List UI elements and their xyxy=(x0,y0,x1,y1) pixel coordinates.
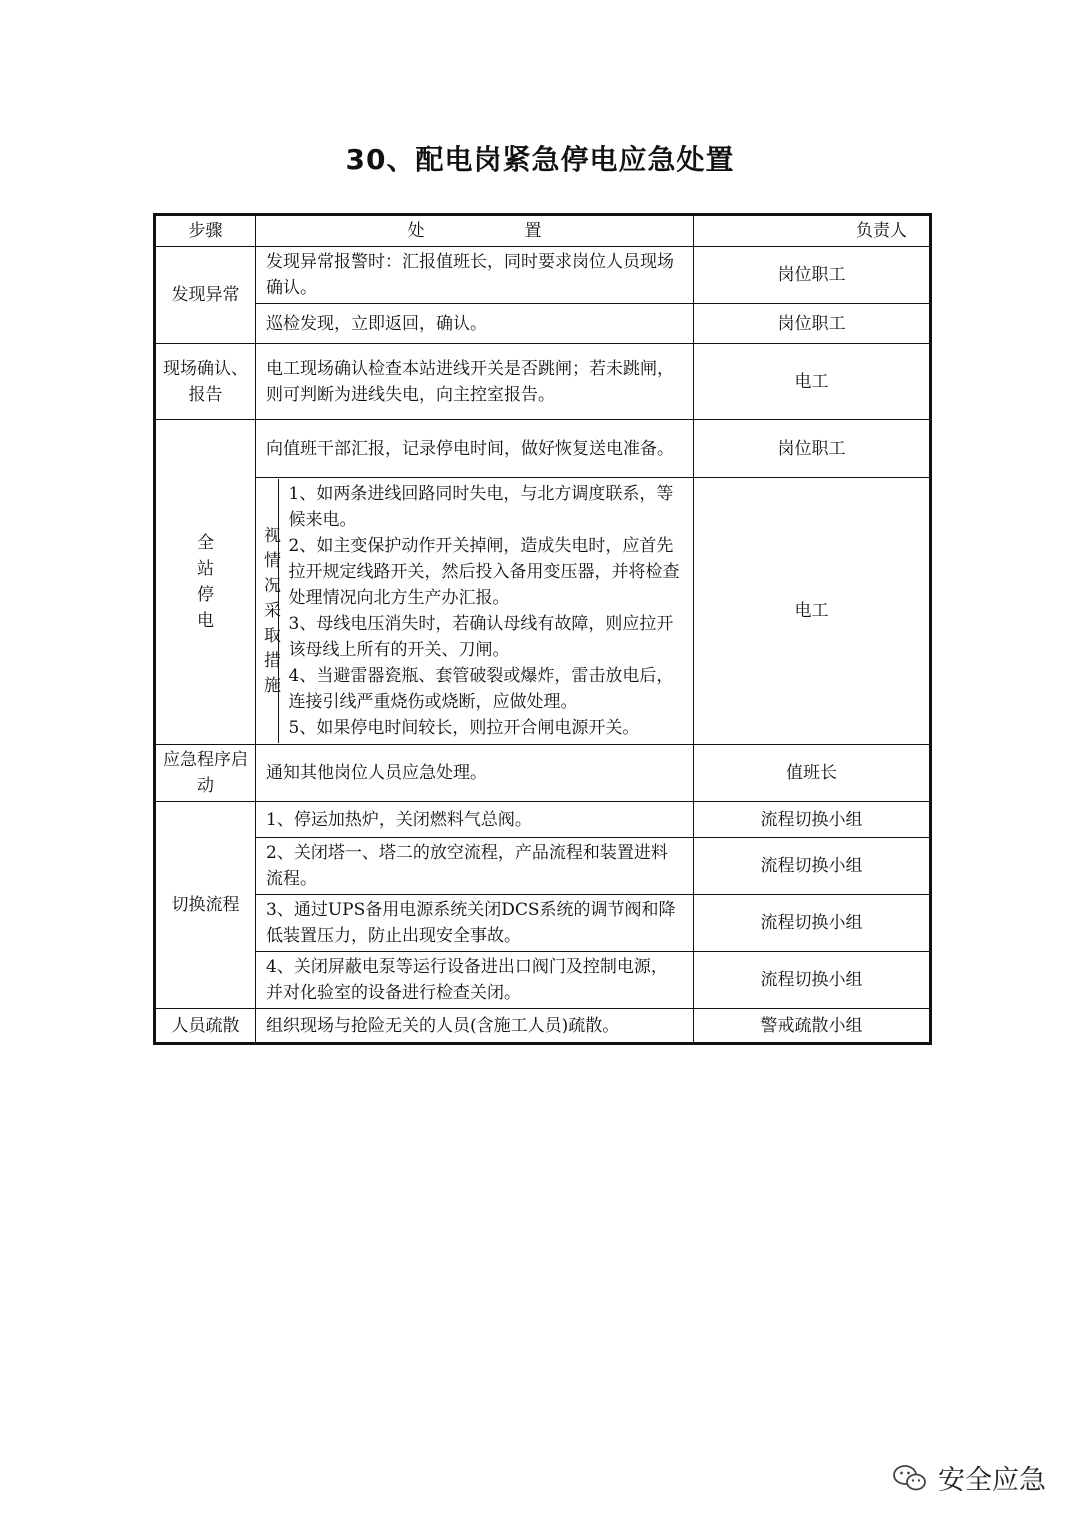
owner-cell: 岗位职工 xyxy=(694,420,931,478)
step-char: 电 xyxy=(197,611,214,631)
step-station-blackout xyxy=(155,420,256,745)
measures-label xyxy=(256,479,281,743)
action-cell: 3、通过UPS备用电源系统关闭DCS系统的调节阀和降低装置压力，防止出现安全事故。 xyxy=(256,895,694,952)
wechat-icon xyxy=(892,1463,928,1493)
header-owner: 负责人 xyxy=(694,215,931,247)
table-header-row xyxy=(155,215,931,247)
measure-item: 3、母线电压消失时，若确认母线有故障，则应拉开该母线上所有的开关、刀闸。 xyxy=(288,614,674,660)
watermark xyxy=(892,1458,1046,1497)
table-row xyxy=(155,1009,931,1044)
action-cell: 向值班干部汇报，记录停电时间，做好恢复送电准备。 xyxy=(256,420,694,478)
owner-cell: 岗位职工 xyxy=(694,247,931,304)
step-switch-process: 切换流程 xyxy=(155,802,256,1009)
table-row xyxy=(155,952,931,1009)
table-row xyxy=(155,247,931,304)
label-char: 视 xyxy=(264,525,281,546)
action-cell: 电工现场确认检查本站进线开关是否跳闸；若未跳闸，则可判断为进线失电，向主控室报告。 xyxy=(256,344,694,420)
label-char: 措 xyxy=(264,650,281,671)
watermark-text: 安全应急 xyxy=(938,1465,1046,1496)
table-row xyxy=(155,745,931,802)
table-row xyxy=(155,838,931,895)
table-row xyxy=(155,344,931,420)
action-cell: 发现异常报警时：汇报值班长，同时要求岗位人员现场确认。 xyxy=(256,247,694,304)
table-row xyxy=(155,304,931,344)
measures-list xyxy=(278,479,693,743)
action-cell: 巡检发现，立即返回，确认。 xyxy=(256,304,694,344)
owner-cell: 值班长 xyxy=(694,745,931,802)
step-onsite-confirm-report: 现场确认、报告 xyxy=(155,344,256,420)
table-row xyxy=(155,895,931,952)
label-char: 取 xyxy=(264,625,281,646)
label-char: 采 xyxy=(264,600,281,621)
table-row xyxy=(155,478,931,745)
owner-cell: 流程切换小组 xyxy=(694,802,931,838)
table-row xyxy=(155,802,931,838)
procedure-table xyxy=(153,213,932,1045)
measures-table xyxy=(256,479,693,743)
measure-item: 2、如主变保护动作开关掉闸，造成失电时，应首先拉开规定线路开关，然后投入备用变压器，并将检查处理情况向北方生产办汇报。 xyxy=(288,536,680,608)
owner-cell: 电工 xyxy=(694,344,931,420)
document-title: 30、配电岗紧急停电应急处置 xyxy=(345,143,735,176)
owner-cell: 流程切换小组 xyxy=(694,952,931,1009)
step-char: 全 xyxy=(197,533,214,553)
action-cell: 组织现场与抢险无关的人员(含施工人员)疏散。 xyxy=(256,1009,694,1044)
action-cell: 4、关闭屏蔽电泵等运行设备进出口阀门及控制电源，并对化验室的设备进行检查关闭。 xyxy=(256,952,694,1009)
owner-cell: 警戒疏散小组 xyxy=(694,1009,931,1044)
header-action-char-1: 处 xyxy=(407,221,425,241)
step-evacuation: 人员疏散 xyxy=(155,1009,256,1044)
label-char: 施 xyxy=(264,675,281,696)
action-cell: 通知其他岗位人员应急处理。 xyxy=(256,745,694,802)
table-row xyxy=(155,420,931,478)
measure-item: 1、如两条进线回路同时失电，与北方调度联系，等候来电。 xyxy=(288,484,674,530)
measure-item: 5、如果停电时间较长，则拉开合闸电源开关。 xyxy=(288,718,640,738)
step-char: 站 xyxy=(197,559,214,579)
measures-cell xyxy=(256,478,694,745)
owner-cell: 流程切换小组 xyxy=(694,838,931,895)
owner-cell: 电工 xyxy=(694,478,931,745)
owner-cell: 流程切换小组 xyxy=(694,895,931,952)
measure-item: 4、当避雷器瓷瓶、套管破裂或爆炸，雷击放电后，连接引线严重烧伤或烧断，应做处理。 xyxy=(288,666,674,712)
label-char: 况 xyxy=(264,575,281,596)
step-emergency-start: 应急程序启动 xyxy=(155,745,256,802)
header-action-char-2: 置 xyxy=(524,221,542,241)
header-step: 步骤 xyxy=(155,215,256,247)
label-char: 情 xyxy=(264,550,281,571)
action-cell: 2、关闭塔一、塔二的放空流程，产品流程和装置进料流程。 xyxy=(256,838,694,895)
owner-cell: 岗位职工 xyxy=(694,304,931,344)
step-discover-anomaly: 发现异常 xyxy=(155,247,256,344)
action-cell: 1、停运加热炉，关闭燃料气总阀。 xyxy=(256,802,694,838)
header-action xyxy=(256,215,694,247)
step-char: 停 xyxy=(197,585,214,605)
